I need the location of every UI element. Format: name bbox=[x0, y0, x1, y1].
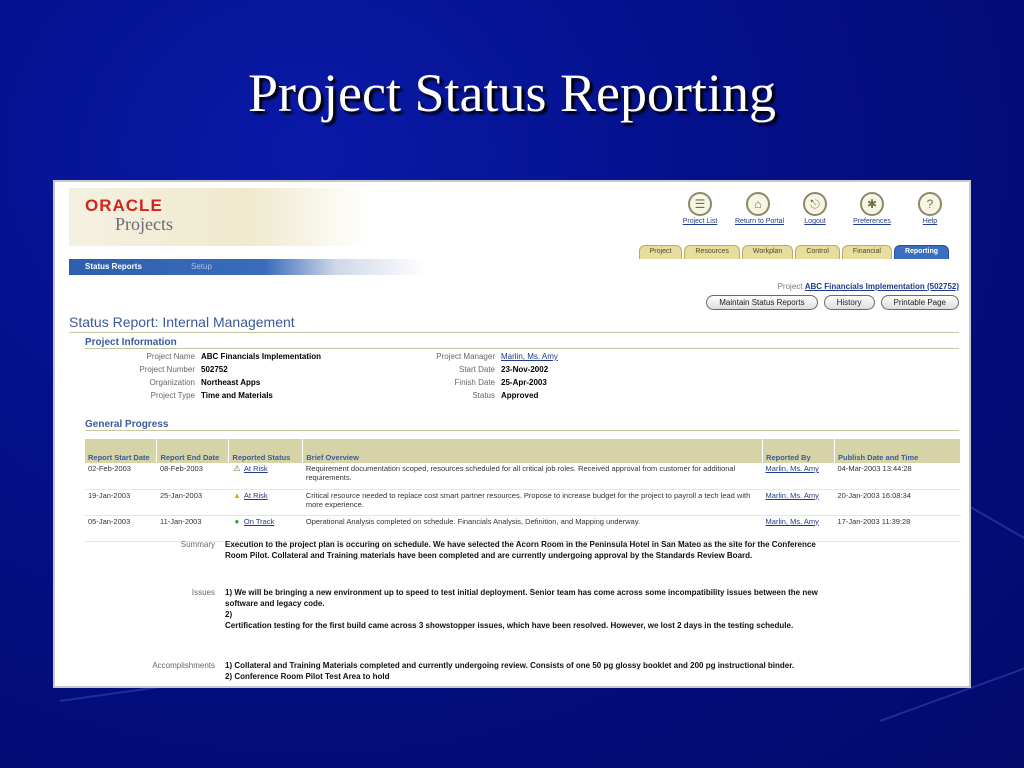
tab-resources[interactable]: Resources bbox=[684, 245, 739, 259]
issues-block bbox=[55, 587, 955, 653]
summary-label: Summary bbox=[180, 540, 215, 549]
status-link[interactable]: At Risk bbox=[243, 464, 268, 473]
issues-text: 1) We will be bringing a new environment up to speed to test initial deployment. Senior team has come across some incompatibility issues between the new software and legacy code. 2) Certification testing for the first build came across 3 showstopper issues, which have been resolved. However, we lost 2 days in the testing schedule. bbox=[225, 588, 818, 630]
portal-icon: ⌂ bbox=[746, 192, 770, 216]
project-information-header: Project Information bbox=[85, 337, 959, 349]
field-project-name: Project Name ABC Financials Implementation bbox=[146, 352, 322, 361]
subnav-setup[interactable]: Setup bbox=[191, 262, 212, 271]
col-report-end-date[interactable]: Report End Date bbox=[157, 439, 229, 463]
cell-overview: Requirement documentation scoped, resources scheduled for all critical job roles. Received approval from customer for additional requirements. bbox=[303, 463, 763, 489]
col-reported-by[interactable]: Reported By bbox=[763, 439, 835, 463]
table-row bbox=[85, 489, 961, 515]
help-icon: ? bbox=[918, 192, 942, 216]
app-screenshot bbox=[53, 180, 971, 688]
cell-published: 04-Mar-2003 13:44:28 bbox=[835, 463, 961, 489]
maintain-status-reports-button[interactable]: Maintain Status Reports bbox=[706, 295, 817, 310]
cell-status bbox=[229, 515, 303, 541]
tab-financial[interactable]: Financial bbox=[842, 245, 892, 259]
oracle-logo: ORACLE bbox=[85, 196, 163, 215]
cell-status bbox=[229, 489, 303, 515]
cell-published: 20-Jan-2003 16:08:34 bbox=[835, 489, 961, 515]
history-button[interactable]: History bbox=[824, 295, 875, 310]
help-button[interactable]: ? Help bbox=[907, 192, 953, 225]
cell-end-date: 11-Jan-2003 bbox=[157, 515, 229, 541]
tab-project[interactable]: Project bbox=[639, 245, 683, 259]
tab-workplan[interactable]: Workplan bbox=[742, 245, 793, 259]
table-header-row bbox=[85, 439, 961, 463]
list-icon: ☰ bbox=[688, 192, 712, 216]
accomplishments-block bbox=[55, 660, 955, 688]
status-link[interactable]: On Track bbox=[243, 516, 275, 526]
return-to-portal-button[interactable]: ⌂ Return to Portal bbox=[735, 192, 781, 225]
accomplishments-label: Accomplishments bbox=[152, 661, 215, 670]
status-link[interactable]: At Risk bbox=[243, 490, 268, 500]
preferences-button[interactable]: ✱ Preferences bbox=[849, 192, 895, 225]
cell-start-date: 05-Jan-2003 bbox=[85, 515, 157, 541]
field-finish-date: Finish Date 25-Apr-2003 bbox=[454, 378, 547, 387]
at-risk-icon: ⚠ bbox=[233, 464, 241, 474]
cell-end-date: 08-Feb-2003 bbox=[157, 463, 229, 489]
col-reported-status[interactable]: Reported Status bbox=[229, 439, 303, 463]
cell-published: 17-Jan-2003 11:39:28 bbox=[835, 515, 961, 541]
col-report-start-date[interactable]: Report Start Date bbox=[85, 439, 157, 463]
summary-block bbox=[55, 539, 955, 579]
preferences-icon: ✱ bbox=[860, 192, 884, 216]
product-name: Projects bbox=[115, 214, 173, 234]
project-manager-link[interactable]: Marlin, Ms. Amy bbox=[501, 352, 558, 361]
cell-overview: Critical resource needed to replace cost smart partner resources. Propose to increase budget for the project to payroll a tech lead with more experience. bbox=[303, 489, 763, 515]
on-track-icon: ● bbox=[234, 516, 240, 526]
cell-reported-by[interactable]: Marlin, Ms. Amy bbox=[763, 515, 835, 541]
cell-start-date: 02-Feb-2003 bbox=[85, 463, 157, 489]
cell-end-date: 25-Jan-2003 bbox=[157, 489, 229, 515]
cell-reported-by[interactable]: Marlin, Ms. Amy bbox=[763, 489, 835, 515]
cell-reported-by[interactable]: Marlin, Ms. Amy bbox=[763, 463, 835, 489]
issues-label: Issues bbox=[191, 588, 215, 597]
table-row bbox=[85, 515, 961, 541]
logout-icon: ⎋ bbox=[803, 192, 827, 216]
page-title: Status Report: Internal Management bbox=[69, 314, 959, 333]
brand-band bbox=[69, 188, 369, 246]
table-row bbox=[85, 463, 961, 489]
page-buttons bbox=[706, 295, 959, 310]
project-list-button[interactable]: ☰ Project List bbox=[677, 192, 723, 225]
field-status: Status Approved bbox=[472, 391, 539, 400]
project-context-link[interactable]: ABC Financials Implementation (502752) bbox=[804, 282, 959, 291]
printable-page-button[interactable]: Printable Page bbox=[881, 295, 959, 310]
sub-navigation bbox=[69, 259, 959, 275]
field-project-type: Project Type Time and Materials bbox=[150, 391, 273, 400]
cell-start-date: 19-Jan-2003 bbox=[85, 489, 157, 515]
accomplishments-text: 1) Collateral and Training Materials completed and currently undergoing review. Consists of one 50 pg glossy booklet and 200 pg instructional binder. 2) Conference Room Pilot Test Area to hold bbox=[225, 661, 795, 681]
field-project-number: Project Number 502752 bbox=[139, 365, 228, 374]
col-publish-date-time[interactable]: Publish Date and Time bbox=[835, 439, 961, 463]
general-progress-header: General Progress bbox=[85, 419, 959, 431]
cell-status bbox=[229, 463, 303, 489]
field-organization: Organization Northeast Apps bbox=[149, 378, 261, 387]
field-start-date: Start Date 23-Nov-2002 bbox=[458, 365, 549, 374]
cell-overview: Operational Analysis completed on schedule. Financials Analysis, Definition, and Mapping underway. bbox=[303, 515, 763, 541]
tab-control[interactable]: Control bbox=[795, 245, 840, 259]
field-project-manager: Project Manager Marlin, Ms. Amy bbox=[385, 352, 558, 365]
slide-title: Project Status Reporting bbox=[248, 63, 776, 123]
progress-table bbox=[85, 439, 961, 542]
summary-text: Execution to the project plan is occuring on schedule. We have selected the Acorn Room in the Peninsula Hotel in San Mateo as the site for the Conference Room Pilot. Collateral and Training materials have been completed and are currently undergoing approval by the Standards Review Board. bbox=[225, 540, 816, 560]
main-tabs bbox=[639, 245, 949, 259]
tab-reporting[interactable]: Reporting bbox=[894, 245, 949, 259]
project-context: Project ABC Financials Implementation (502752) bbox=[777, 282, 959, 291]
logout-button[interactable]: ⎋ Logout bbox=[792, 192, 838, 225]
col-brief-overview[interactable]: Brief Overview bbox=[303, 439, 763, 463]
subnav-status-reports[interactable]: Status Reports bbox=[85, 262, 142, 271]
warning-icon: ▲ bbox=[232, 490, 241, 500]
